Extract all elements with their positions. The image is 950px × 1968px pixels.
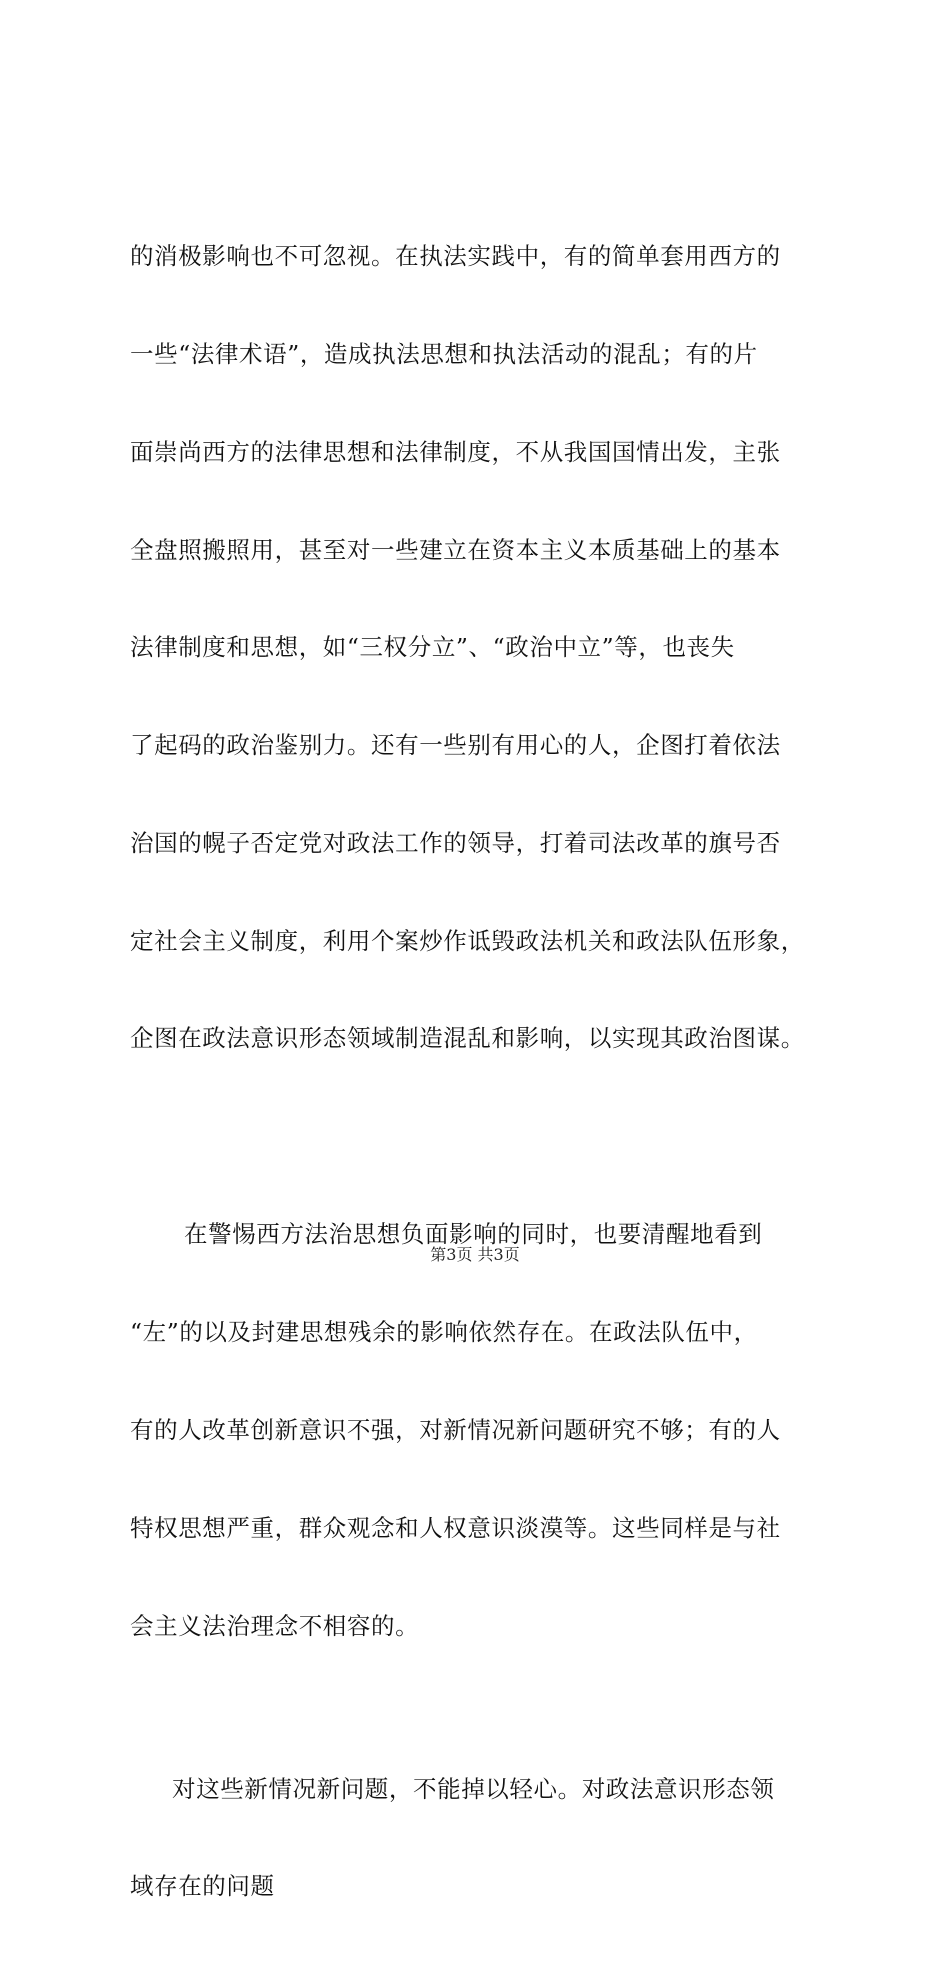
page-number-footer: 第3页 共3页 [430,1245,520,1264]
text-line: 全盘照搬照用，甚至对一些建立在资本主义本质基础上的基本 [130,535,781,564]
text-line: 的消极影响也不可忽视。在执法实践中，有的简单套用西方的 [130,242,781,271]
paragraph-3 [130,1707,830,1968]
text-line: 会主义法治理念不相容的。 [130,1611,420,1640]
text-line: 有的人改革创新意识不强，对新情况新问题研究不够；有的人 [130,1415,781,1444]
document-body [130,175,830,1968]
text-line: 了起码的政治鉴别力。还有一些别有用心的人，企图打着依法 [130,731,781,760]
text-line: 在警惕西方法治思想负面影响的同时，也要清醒地看到 [184,1220,763,1249]
text-line: 企图在政法意识形态领域制造混乱和影响，以实现其政治图谋。 [130,1024,805,1053]
paragraph-2 [130,1153,830,1707]
paragraph-spacer [130,1120,830,1153]
text-line: “左”的以及封建思想残余的影响依然存在。在政法队伍中， [130,1318,758,1347]
text-line: 特权思想严重，群众观念和人权意识淡漠等。这些同样是与社 [130,1513,781,1542]
text-line: 一些“法律术语”，造成执法思想和执法活动的混乱；有的片 [130,339,758,368]
text-line: 面崇尚西方的法律思想和法律制度，不从我国国情出发，主张 [130,437,781,466]
text-line: 治国的幌子否定党对政法工作的领导，打着司法改革的旗号否 [130,828,781,857]
text-line: 对这些新情况新问题，不能掉以轻心。对政法意识形态领 [172,1774,775,1803]
text-line: 域存在的问题 [130,1872,275,1901]
paragraph-1 [130,175,830,1120]
text-line: 定社会主义制度，利用个案炒作诋毁政法机关和政法队伍形象， [130,926,805,955]
text-line: 法律制度和思想，如“三权分立”、“政治中立”等，也丧失 [130,633,735,662]
